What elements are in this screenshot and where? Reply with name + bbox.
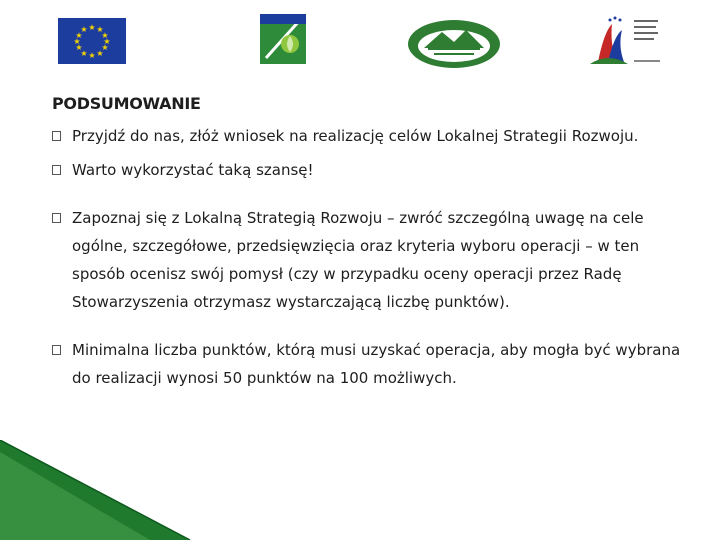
- checkbox-bullet-icon: [52, 165, 61, 175]
- list-item-text: Przyjdź do nas, złóż wniosek na realizację celów Lokalnej Strategii Rozwoju.: [72, 127, 639, 145]
- svg-text:★: ★: [96, 25, 104, 34]
- svg-text:★: ★: [101, 31, 109, 40]
- list-item: [52, 336, 692, 392]
- leader-logo: [260, 14, 306, 64]
- eu-flag-logo: [58, 18, 126, 64]
- svg-text:★: ★: [96, 49, 104, 58]
- svg-text:★: ★: [75, 43, 83, 52]
- svg-text:★: ★: [80, 25, 88, 34]
- svg-text:★: ★: [73, 37, 81, 46]
- checkbox-bullet-icon: [52, 131, 61, 141]
- summary-list: [52, 122, 692, 392]
- prow-logo: [588, 12, 674, 68]
- svg-text:★: ★: [75, 31, 83, 40]
- svg-text:★: ★: [103, 37, 111, 46]
- svg-text:★: ★: [88, 23, 96, 32]
- svg-text:★: ★: [80, 49, 88, 58]
- checkbox-bullet-icon: [52, 213, 61, 223]
- svg-text:★: ★: [88, 51, 96, 60]
- logo-bar: [0, 0, 720, 80]
- list-item: [52, 122, 692, 150]
- checkbox-bullet-icon: [52, 345, 61, 355]
- list-item-text: Zapoznaj się z Lokalną Strategią Rozwoju – zwróć szczególną uwagę na cele ogólne, szczegółowe, przedsięwzięcia oraz kryteria wyboru operacji – w ten sposób ocenisz swój pomysł (czy w przypadku oceny operacji przez Radę Stowarzyszenia otrzymasz wystarczającą liczbę punktów).: [72, 209, 644, 311]
- list-item-text: Warto wykorzystać taką szansę!: [72, 161, 314, 179]
- green-corner-decoration: [0, 440, 720, 540]
- list-item: [52, 204, 692, 316]
- svg-text:★: ★: [101, 43, 109, 52]
- list-item: [52, 156, 692, 184]
- list-item-text: Minimalna liczba punktów, którą musi uzyskać operacja, aby mogła być wybrana do realizacji wynosi 50 punktów na 100 możliwych.: [72, 341, 681, 387]
- lgd-logo: [404, 14, 504, 70]
- page-title: PODSUMOWANIE: [52, 94, 201, 113]
